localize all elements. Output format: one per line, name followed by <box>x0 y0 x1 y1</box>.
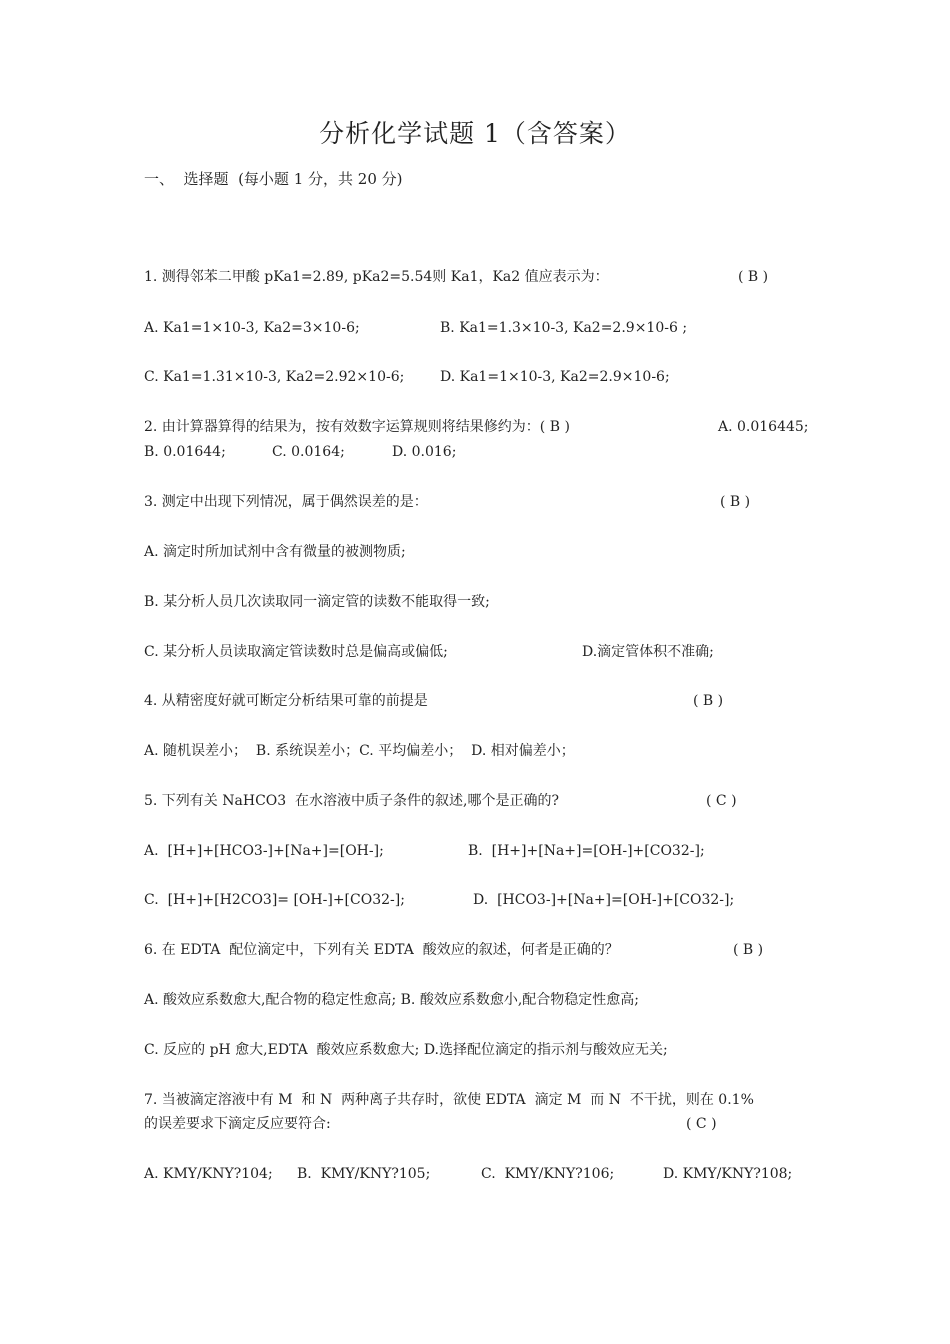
question-2-option-a: A. 0.016445; <box>718 419 809 435</box>
question-1-answer: ( B ) <box>738 269 769 285</box>
question-5-answer: ( C ) <box>706 793 737 809</box>
question-7-option-b: B. KMY/KNY?105; <box>297 1166 431 1182</box>
question-7-option-d: D. KMY/KNY?108; <box>663 1166 793 1182</box>
section-heading: 一、 选择题 (每小题 1 分，共 20 分) <box>144 170 403 188</box>
question-2-option-b: B. 0.01644; <box>144 444 226 460</box>
question-3-stem: 3. 测定中出现下列情况，属于偶然误差的是： <box>144 494 428 510</box>
question-1-stem: 1. 测得邻苯二甲酸 pKa1=2.89, pKa2=5.54则 Ka1，Ka2 值应表示为： <box>144 269 609 285</box>
question-2-option-c: C. 0.0164; <box>272 444 345 460</box>
question-4-options: A. 随机误差小； B. 系统误差小；C. 平均偏差小； D. 相对偏差小； <box>144 743 575 759</box>
question-5-option-d: D. [HCO3-]+[Na+]=[OH-]+[CO32-]; <box>473 892 735 908</box>
question-6-options-cd: C. 反应的 pH 愈大,EDTA 酸效应系数愈大; D.选择配位滴定的指示剂与酸效应无关; <box>144 1042 668 1058</box>
question-3-option-d: D.滴定管体积不准确; <box>582 644 714 660</box>
question-7-option-a: A. KMY/KNY?104; <box>144 1166 273 1182</box>
question-5-option-a: A. [H+]+[HCO3-]+[Na+]=[OH-]; <box>144 843 384 859</box>
question-1-option-a: A. Ka1=1×10-3, Ka2=3×10-6; <box>144 320 360 336</box>
question-6-answer: ( B ) <box>733 942 764 958</box>
question-3-answer: ( B ) <box>720 494 751 510</box>
question-7-answer: ( C ) <box>686 1116 717 1132</box>
question-2-option-d: D. 0.016; <box>392 444 457 460</box>
question-7-stem-line-1: 7. 当被滴定溶液中有 M 和 N 两种离子共存时，欲使 EDTA 滴定 M 而 N 不干扰，则在 0.1% <box>144 1092 754 1108</box>
question-6-stem: 6. 在 EDTA 配位滴定中，下列有关 EDTA 酸效应的叙述，何者是正确的？ <box>144 942 619 958</box>
question-3-option-a: A. 滴定时所加试剂中含有微量的被测物质; <box>144 544 406 560</box>
question-4-stem: 4. 从精密度好就可断定分析结果可靠的前提是 <box>144 693 428 709</box>
question-2-stem: 2. 由计算器算得的结果为，按有效数字运算规则将结果修约为：( B ) <box>144 419 570 435</box>
question-3-option-b: B. 某分析人员几次读取同一滴定管的读数不能取得一致; <box>144 594 490 610</box>
question-1-option-d: D. Ka1=1×10-3, Ka2=2.9×10-6; <box>440 369 670 385</box>
question-6-options-ab: A. 酸效应系数愈大,配合物的稳定性愈高; B. 酸效应系数愈小,配合物稳定性愈高; <box>144 992 639 1008</box>
question-1-option-c: C. Ka1=1.31×10-3, Ka2=2.92×10-6; <box>144 369 405 385</box>
question-3-option-c: C. 某分析人员读取滴定管读数时总是偏高或偏低; <box>144 644 448 660</box>
question-1-option-b: B. Ka1=1.3×10-3, Ka2=2.9×10-6 ; <box>440 320 688 336</box>
question-5-stem: 5. 下列有关 NaHCO3 在水溶液中质子条件的叙述,哪个是正确的? <box>144 793 560 809</box>
page-title: 分析化学试题 1（含答案） <box>319 119 631 148</box>
question-5-option-c: C. [H+]+[H2CO3]= [OH-]+[CO32-]; <box>144 892 405 908</box>
question-7-option-c: C. KMY/KNY?106; <box>481 1166 615 1182</box>
question-7-stem-line-2: 的误差要求下滴定反应要符合: <box>144 1116 331 1132</box>
question-4-answer: ( B ) <box>693 693 724 709</box>
question-5-option-b: B. [H+]+[Na+]=[OH-]+[CO32-]; <box>468 843 705 859</box>
